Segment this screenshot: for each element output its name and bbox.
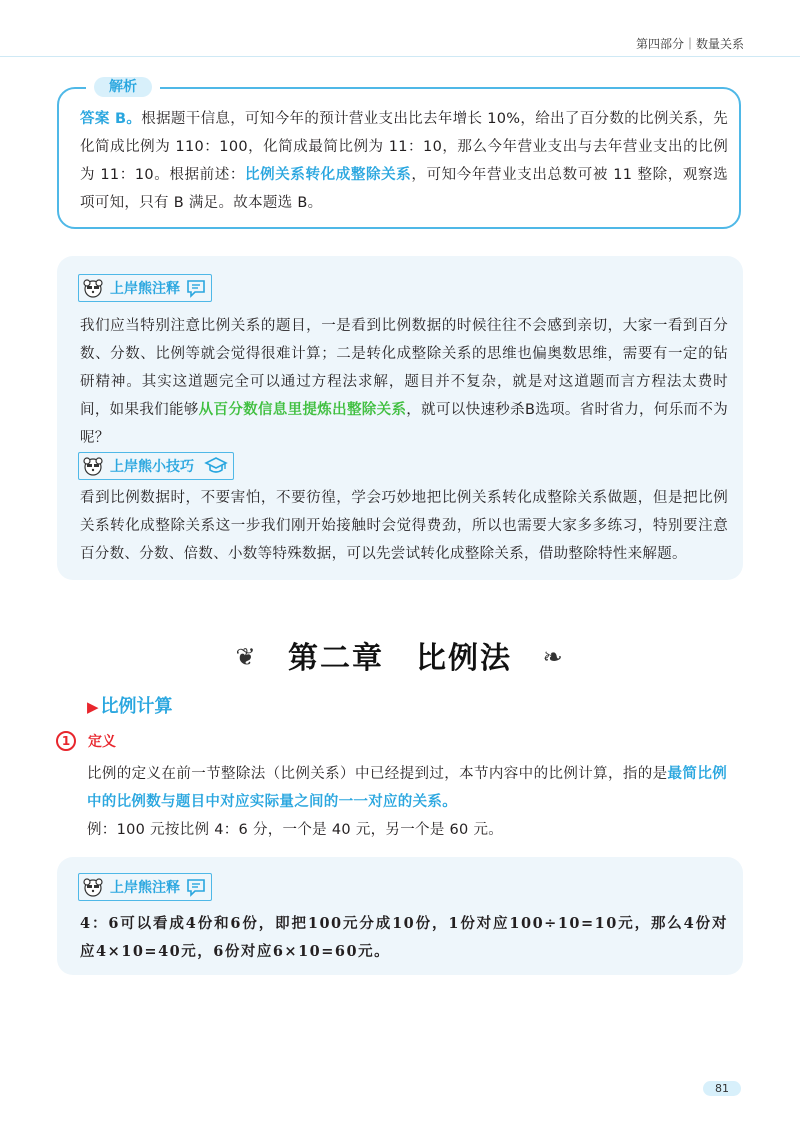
note-label-text: 上岸熊注释 <box>110 281 180 297</box>
comment-icon <box>186 278 206 298</box>
running-header: 第四部分｜数量关系 <box>635 37 744 51</box>
note1-text-part1: 我们应当特别注意比例关系的题目，一是看到比例数据的时候往往不会感到亲切，大家一看到百分数、分数、比例等就会觉得很难计算；二是转化成整除关系的思维也偏奥数思维，需要有一定的钻研精神。其实这道题完全可以通过方程法求解，题目并不复杂，就是对这道题而言方程法太费时间，如果我们能够 <box>80 318 728 418</box>
note1-highlight: 从百分数信息里提炼出整除关系 <box>198 402 407 418</box>
bear-icon <box>82 455 104 477</box>
note1-text <box>80 312 728 452</box>
tip-label <box>82 452 194 480</box>
definition-text-part1: 比例的定义在前一节整除法（比例关系）中已经提到过，本节内容中的比例计算，指的是 <box>87 766 668 782</box>
definition-highlight: 最简比例中的比例数与题目中对应实际量之间的一一对应的关系。 <box>87 766 728 810</box>
ornament-right-icon: ❧ <box>542 643 565 671</box>
triangle-marker-icon: ▶ <box>87 698 99 716</box>
note-label <box>82 274 180 302</box>
graduation-cap-icon <box>204 455 228 477</box>
definition-number: 1 <box>56 731 76 751</box>
definition-example: 例：100 元按比例 4：6 分，一个是 40 元，另一个是 60 元。 <box>87 822 504 838</box>
analysis-text-part1: 根据题干信息，可知今年的预计营业支出比去年增长 10%，给出了百分数的比例关系，先化简成比例为 110：100，化简成最简比例为 11：10，那么今年营业支出与去年营业支出的比例为 11：10。根据前述： <box>80 111 728 183</box>
chapter-title <box>0 633 800 677</box>
note2-label <box>82 873 180 901</box>
analysis-tab: 解析 <box>94 77 152 97</box>
analysis-highlight: 比例关系转化成整除关系 <box>245 167 412 183</box>
tip-label-text: 上岸熊小技巧 <box>110 459 194 475</box>
chapter-title-text: 第二章 比例法 <box>288 641 512 676</box>
ornament-left-icon: ❦ <box>235 643 258 671</box>
comment-icon <box>186 877 206 897</box>
page-number: 81 <box>703 1081 741 1096</box>
section-heading <box>87 692 173 718</box>
analysis-text <box>80 105 728 217</box>
answer-label: 答案 B。 <box>80 111 142 127</box>
analysis-text-part2: ，可知今年营业支出总数可被 11 整除，观察选项可知，只有 B 满足。故本题选 B。 <box>80 167 728 211</box>
bear-icon <box>82 277 104 299</box>
header-rule <box>0 56 800 57</box>
definition-title: 定义 <box>88 734 116 750</box>
note2-label-text: 上岸熊注释 <box>110 880 180 896</box>
tip-text: 看到比例数据时，不要害怕，不要彷徨，学会巧妙地把比例关系转化成整除关系做题，但是把比例关系转化成整除关系这一步我们刚开始接触时会觉得费劲，所以也需要大家多多练习，特别要注意百分数、分数、倍数、小数等特殊数据，可以先尝试转化成整除关系，借助整除特性来解题。 <box>80 490 728 562</box>
definition-text <box>87 760 727 816</box>
section-heading-text: 比例计算 <box>100 696 173 717</box>
note2-text: 4：6可以看成4份和6份，即把100元分成10份，1份对应100÷10=10元，那么4份对应4×10=40元，6份对应6×10=60元。 <box>80 915 728 960</box>
bear-icon <box>82 876 104 898</box>
note1-text-part2: ，就可以快速秒杀B选项。省时省力，何乐而不为呢？ <box>80 402 728 446</box>
